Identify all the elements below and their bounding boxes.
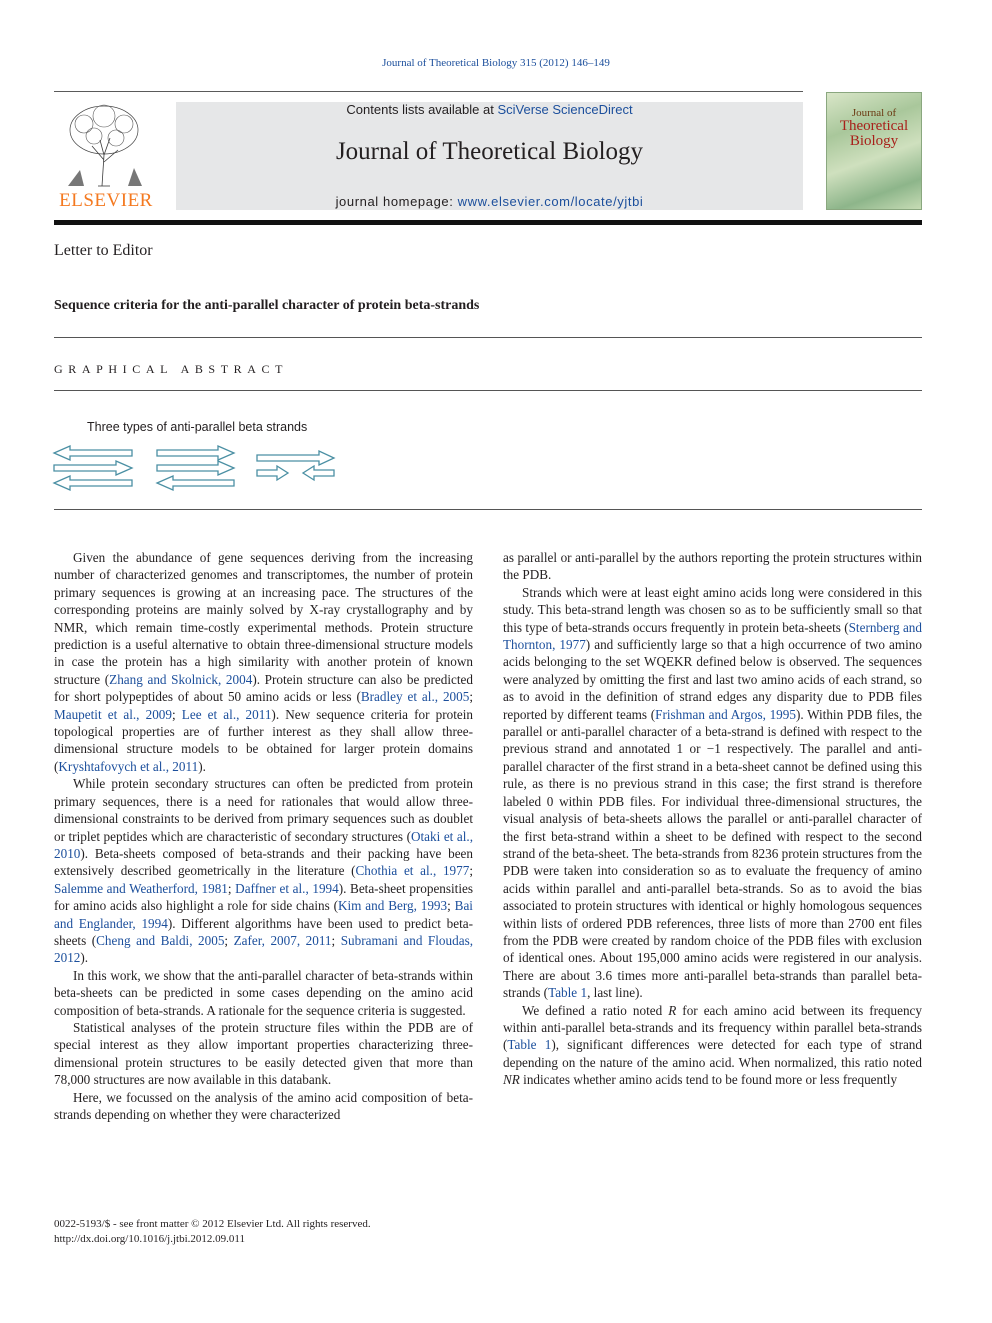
homepage-link[interactable]: www.elsevier.com/locate/yjtbi <box>457 194 644 209</box>
body-paragraph: Given the abundance of gene sequences deriving from the increasing number of characterized genomes and transcriptomes, the number of protein primary sequences is growing at an increasing pace. The structures of the corresponding proteins are mainly solved by X-ray crystallography and by NMR, which remain time-costly experimental methods. Protein structure prediction is a useful alternative to obtain three-dimensional structure models in case the protein has a high similarity with another protein of known structure (Zhang and Skolnick, 2004). Protein structure can also be predicted for short polypeptides of about 50 amino acids or less (Bradley et al., 2005; Maupetit et al., 2009; Lee et al., 2011). New sequence criteria for protein topological properties are of further interest as they shall allow three-dimensional structure models to be obtained for larger protein domains (Kryshtafovych et al., 2011). <box>54 550 474 774</box>
cover-title-line2: Theoretical <box>839 118 909 134</box>
contents-line <box>176 102 803 117</box>
citation-link[interactable]: Otaki et al., 2010 <box>54 828 473 861</box>
journal-cover[interactable] <box>826 92 922 210</box>
body-paragraph: In this work, we show that the anti-parallel character of beta-strands within beta-sheets can be predicted in some cases depending on the amino acid composition of beta-strands. A rationale for the sequence criteria is suggested. <box>54 967 473 1018</box>
citation-link[interactable]: Table 1 <box>507 1037 552 1053</box>
elsevier-wordmark: ELSEVIER <box>59 190 153 211</box>
citation-link[interactable]: Zhang and Skolnick, 2004 <box>109 671 253 687</box>
citation-link[interactable]: Bai and Englander, 1994 <box>54 898 473 931</box>
citation-link[interactable]: Chothia et al., 1977 <box>355 863 470 879</box>
body-paragraph: Statistical analyses of the protein structure files within the PDB are of special interest as they allow important properties characterizing three-dimensional protein structures to be easily detected given that more than 78,000 structures are now available in this databank. <box>54 1019 473 1088</box>
citation-link[interactable]: Salemme and Weatherford, 1981 <box>54 880 228 896</box>
doi-link[interactable]: http://dx.doi.org/10.1016/j.jtbi.2012.09.011 <box>54 1233 245 1245</box>
elsevier-logo[interactable] <box>54 100 158 212</box>
citation-link[interactable]: Table 1 <box>548 985 588 1001</box>
header-thick-rule <box>54 220 922 225</box>
left-arrow-icon <box>54 446 132 460</box>
section-rule <box>54 509 922 510</box>
right-arrow-icon <box>257 451 334 465</box>
journal-title: Journal of Theoretical Biology <box>335 138 644 165</box>
citation-link[interactable]: Frishman and Argos, 1995 <box>655 706 796 722</box>
body-paragraph: Strands which were at least eight amino acids long were considered in this study. This beta-strand length was chosen so as to be sufficiently small so that this type of beta-strands occurs frequently in protein beta-sheets (Sternberg and Thornton, 1977) and sufficiently large so that a high occurrence of two amino acids belonging to the set WQEKR defined below is observed. The sequences were analyzed by omitting the first and last two amino acids of each strand, so as to avoid in the definition of strand edges any disparity due to PDB files reported by different teams (Frishman and Argos, 1995). Within PDB files, the parallel or anti-parallel character of a beta-strand is defined with respect to the previous strand and annotated 1 or −1 respectively. The parallel and anti-parallel character of the first strand in a beta-sheet cannot be defined using this rule, as there is no previous strand in this case; the first strand is therefore labeled 0 within PDB files. For individual three-dimensional structures, the visual analysis of beta-sheets allows the parallel or anti-parallel character of the first beta-strand within a sheet to be defined with respect to the second strand of the beta-sheet. The beta-strands from 8236 protein structures from the PDB were taken into consideration so as to evaluate the frequency of amino acids within parallel and anti-parallel beta-strands. So as to avoid the bias associated to protein structures with identical or highly homologous sequences within lists of ordered PDB references, three lists of more than 2700 ent files from the PDB were created by random choice of the PDB files with exclusion of identical ones. About 195,000 amino acids were registered in our analysis. There are about 3.6 times more anti-parallel beta-strands than parallel beta-strands (Table 1, last line). <box>503 584 922 1001</box>
body-paragraph: as parallel or anti-parallel by the authors reporting the protein structures within the PDB. <box>503 550 922 583</box>
contents-prefix: Contents lists available at <box>346 102 498 117</box>
homepage-line <box>176 194 803 209</box>
beta-strand-arrows-figure <box>52 444 342 494</box>
right-arrow-icon <box>257 466 288 480</box>
graphical-abstract-caption: Three types of anti-parallel beta strands <box>87 420 308 434</box>
body-paragraph: Here, we focussed on the analysis of the amino acid composition of beta-strands depending on whether they were characterized <box>54 1089 473 1122</box>
body-paragraph: We defined a ratio noted R for each amino acid between its frequency within anti-parallel beta-strands and its frequency within parallel beta-strands (Table 1), significant differences were detected for each type of strand depending on the nature of the amino acid. When normalized, this ratio noted NR indicates whether amino acids tend to be found more or less frequently <box>503 1002 922 1088</box>
citation-link[interactable]: Sternberg and Thornton, 1977 <box>503 619 922 653</box>
body-right-column <box>503 549 922 1089</box>
left-arrow-icon <box>157 476 234 490</box>
graphical-abstract-heading: GRAPHICAL ABSTRACT <box>54 362 289 376</box>
citation-link[interactable]: Daffner et al., 1994 <box>235 880 339 896</box>
section-rule <box>54 337 922 338</box>
sciencedirect-link[interactable]: SciVerse ScienceDirect <box>497 102 633 117</box>
citation-link[interactable]: Lee et al., 2011 <box>181 706 272 722</box>
arrow-group <box>54 446 334 490</box>
body-left-column <box>54 549 473 1123</box>
header-divider <box>54 91 803 92</box>
citation-link[interactable]: Zafer, 2007, 2011 <box>233 932 332 948</box>
citation-link[interactable]: Cheng and Baldi, 2005 <box>96 932 225 948</box>
section-rule <box>54 390 922 391</box>
body-paragraph: While protein secondary structures can often be predicted from protein primary sequences, there is a need for rationales that would allow three-dimensional constraints to be derived from primary sequences such as doublet or triplet peptides which are characteristic of secondary structures (Otaki et al., 2010). Beta-sheets composed of beta-strands and their packing have been extensively described geometrically in the literature (Chothia et al., 1977; Salemme and Weatherford, 1981; Daffner et al., 1994). Beta-sheet propensities for amino acids also highlight a role for side chains (Kim and Berg, 1993; Bai and Englander, 1994). Different algorithms have been used to predict beta-sheets (Cheng and Baldi, 2005; Zafer, 2007, 2011; Subramani and Floudas, 2012). <box>54 776 473 966</box>
left-arrow-icon <box>303 466 334 480</box>
right-arrow-icon <box>54 461 132 475</box>
cover-title-line1: Journal of <box>851 107 897 119</box>
elsevier-tree-icon <box>54 100 158 188</box>
citation-link[interactable]: Maupetit et al., 2009 <box>54 706 172 722</box>
cover-title-line3: Biology <box>849 133 899 149</box>
copyright-line: 0022-5193/$ - see front matter © 2012 Elsevier Ltd. All rights reserved. <box>54 1218 371 1230</box>
left-arrow-icon <box>54 476 132 490</box>
footer <box>54 1217 371 1247</box>
citation-link[interactable]: Kim and Berg, 1993 <box>337 898 448 914</box>
homepage-prefix: journal homepage: <box>335 194 458 209</box>
journal-reference[interactable]: Journal of Theoretical Biology 315 (2012) 146–149 <box>382 57 610 69</box>
article-type: Letter to Editor <box>54 242 153 259</box>
citation-link[interactable]: Kryshtafovych et al., 2011 <box>58 758 199 774</box>
citation-link[interactable]: Subramani and Floudas, 2012 <box>54 932 473 966</box>
right-arrow-icon <box>157 446 234 460</box>
right-arrow-icon <box>157 461 234 475</box>
citation-link[interactable]: Bradley et al., 2005 <box>360 689 470 705</box>
article-title: Sequence criteria for the anti-parallel character of protein beta-strands <box>54 298 480 313</box>
